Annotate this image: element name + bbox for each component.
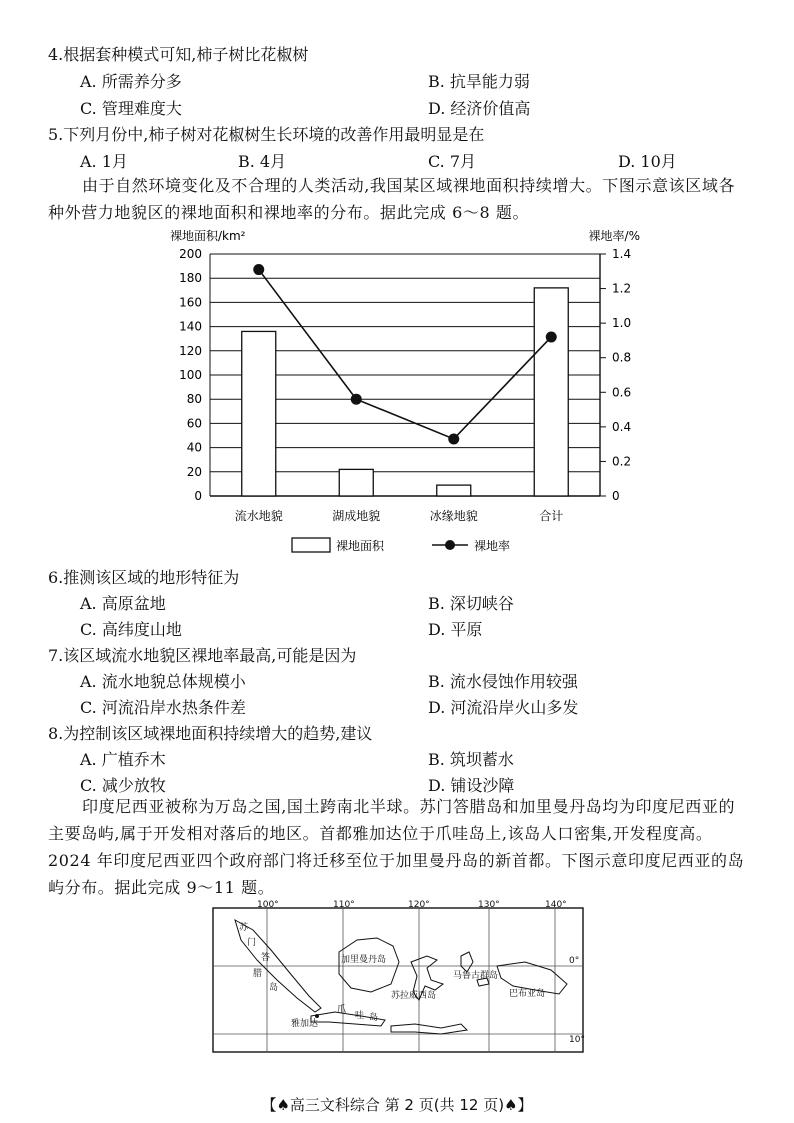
q4-option-d: D. 经济价值高 <box>428 99 531 118</box>
q6-option-d: D. 平原 <box>428 620 483 639</box>
map-frame <box>213 908 583 1052</box>
q5-option-c: C. 7月 <box>428 152 477 171</box>
bare-land-chart <box>170 222 650 562</box>
rate-line <box>259 270 552 439</box>
bar-series <box>242 288 569 496</box>
q6-option-b: B. 深切峡谷 <box>428 594 514 613</box>
category-label: 合计 <box>539 509 564 523</box>
q8-option-b: B. 筑坝蓄水 <box>428 750 514 769</box>
q5-option-d: D. 10月 <box>618 152 677 171</box>
y-tick-label: 200 <box>179 247 202 261</box>
lon-label-130: 130° <box>478 900 500 910</box>
category-label: 湖成地貌 <box>332 509 381 523</box>
lon-label-140: 140° <box>545 900 567 910</box>
question-4-stem: 4.根据套种模式可知,柿子树比花椒树 <box>48 45 309 64</box>
y2-tick-label: 1.2 <box>612 281 632 296</box>
label-zhua: 爪 <box>337 1005 347 1015</box>
legend-bar-label: 裸地面积 <box>336 539 385 553</box>
question-6-stem: 6.推测该区域的地形特征为 <box>48 568 240 587</box>
y2-tick-label: 1.4 <box>612 247 632 261</box>
q5-option-b: B. 4月 <box>238 152 287 171</box>
rate-point <box>351 394 362 405</box>
question-8-stem: 8.为控制该区域裸地面积持续增大的趋势,建议 <box>48 724 373 743</box>
y2-tick-label: 1.0 <box>612 316 632 331</box>
q5-option-a: A. 1月 <box>80 152 128 171</box>
y-tick-label: 40 <box>186 440 202 455</box>
q6-option-a: A. 高原盆地 <box>80 594 166 613</box>
y-axis-label: 裸地面积/km² <box>170 229 246 243</box>
label-da: 答 <box>261 953 271 963</box>
q4-option-b: B. 抗旱能力弱 <box>428 72 530 91</box>
y-tick-label: 60 <box>186 416 202 431</box>
rate-point <box>546 331 557 342</box>
category-label: 流水地貌 <box>234 509 283 523</box>
lat-label-0: 0° <box>569 956 580 966</box>
category-labels <box>235 508 564 523</box>
y-axis-ticks <box>179 247 202 503</box>
page-footer: 【♠高三文科综合 第 2 页(共 12 页)♠】 <box>261 1096 533 1114</box>
indonesia-island-map <box>205 900 590 1055</box>
material-paragraph-1: 由于自然环境变化及不合理的人类活动,我国某区域裸地面积持续增大。下图示意该区域各种外营力地貌区的裸地面积和裸地率的分布。据此完成 6～8 题。 <box>48 176 736 222</box>
bar <box>242 331 276 496</box>
rate-series <box>253 264 557 444</box>
y2-tick-label: 0.4 <box>612 419 632 434</box>
label-maluku: 马鲁古群岛 <box>453 971 499 981</box>
question-5-stem: 5.下列月份中,柿子树对花椒树生长环境的改善作用最明显是在 <box>48 125 485 144</box>
rate-point <box>448 433 459 444</box>
q4-option-c: C. 管理难度大 <box>80 99 182 118</box>
legend <box>292 538 510 553</box>
lon-label-120: 120° <box>408 900 430 910</box>
category-label: 冰缘地貌 <box>429 509 478 523</box>
y-tick-label: 160 <box>179 295 202 310</box>
y-tick-label: 20 <box>186 464 202 479</box>
q7-option-d: D. 河流沿岸火山多发 <box>428 698 579 717</box>
y2-tick-label: 0 <box>612 489 620 503</box>
label-la: 腊 <box>253 969 263 979</box>
label-su: 苏 <box>239 923 249 933</box>
bar <box>437 485 471 496</box>
y-tick-label: 180 <box>179 271 202 286</box>
lat-label-10: 10° <box>569 1035 585 1045</box>
label-sulawesi: 苏拉威西岛 <box>391 991 437 1001</box>
bar <box>339 469 373 496</box>
q7-option-c: C. 河流沿岸水热条件差 <box>80 698 246 717</box>
y2-tick-label: 0.8 <box>612 350 632 365</box>
y2-axis-ticks <box>600 247 631 503</box>
q7-option-a: A. 流水地貌总体规模小 <box>80 672 246 691</box>
y2-axis-label: 裸地率/% <box>588 229 640 243</box>
label-jakarta: 雅加达 <box>291 1019 319 1029</box>
label-men: 门 <box>247 938 257 948</box>
q8-option-c: C. 减少放牧 <box>80 776 166 795</box>
y-tick-label: 120 <box>179 343 202 358</box>
q7-option-b: B. 流水侵蚀作用较强 <box>428 672 578 691</box>
question-7-stem: 7.该区域流水地貌区裸地率最高,可能是因为 <box>48 646 357 665</box>
jakarta-marker <box>315 1014 319 1018</box>
material-paragraph-2: 印度尼西亚被称为万岛之国,国土跨南北半球。苏门答腊岛和加里曼丹岛均为印度尼西亚的主要岛屿,属于开发相对落后的地区。首都雅加达位于爪哇岛上,该岛人口密集,开发程度高。2024 年印度尼西亚四个政府部门将迁移至位于加里曼丹岛的新首都。下图示意印度尼西亚的岛屿分布。据此完成 9～11 题。 <box>48 797 745 897</box>
q6-option-c: C. 高纬度山地 <box>80 620 182 639</box>
label-kalimantan: 加里曼丹岛 <box>341 955 387 965</box>
q8-option-d: D. 铺设沙障 <box>428 776 515 795</box>
y-tick-label: 0 <box>194 489 202 503</box>
legend-bar-swatch <box>292 538 330 552</box>
lon-label-100: 100° <box>257 900 279 910</box>
legend-line-marker <box>445 540 455 550</box>
label-papua: 巴布亚岛 <box>509 989 546 999</box>
y-tick-label: 80 <box>186 392 202 407</box>
y-tick-label: 140 <box>179 319 202 334</box>
label-wa: 哇 <box>355 1011 365 1021</box>
lon-label-110: 110° <box>333 900 355 910</box>
y2-tick-label: 0.6 <box>612 385 632 400</box>
q4-option-a: A. 所需养分多 <box>80 72 182 91</box>
legend-line-label: 裸地率 <box>474 539 511 553</box>
y2-tick-label: 0.2 <box>612 454 632 469</box>
bar <box>534 288 568 496</box>
label-dao: 岛 <box>269 983 279 993</box>
y-tick-label: 100 <box>179 368 202 382</box>
q8-option-a: A. 广植乔木 <box>80 750 166 769</box>
rate-point <box>253 264 264 275</box>
label-java-dao: 岛 <box>369 1013 379 1023</box>
